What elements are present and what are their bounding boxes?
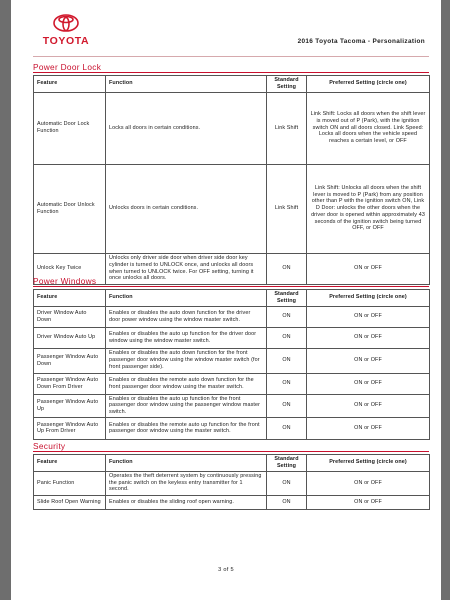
standard-setting-cell: ON [267, 253, 307, 284]
function-cell: Enables or disables the auto up function for the driver door window using the window master switch. [106, 327, 267, 348]
column-header-preferred: Preferred Setting (circle one) [307, 290, 430, 307]
section-power-door-lock [33, 62, 429, 285]
preferred-setting-cell: ON or OFF [307, 253, 430, 284]
feature-cell: Passenger Window Auto Up From Driver [34, 417, 106, 439]
feature-cell: Passenger Window Auto Up [34, 394, 106, 417]
column-header-function: Function [106, 290, 267, 307]
preferred-setting-cell: ON or OFF [307, 306, 430, 327]
preferred-setting-cell: ON or OFF [307, 327, 430, 348]
section-title: Power Door Lock [33, 62, 429, 73]
table-row [34, 348, 430, 373]
preferred-setting-cell: ON or OFF [307, 471, 430, 495]
preferred-setting-cell: ON or OFF [307, 495, 430, 509]
preferred-setting-cell: ON or OFF [307, 417, 430, 439]
column-header-feature: Feature [34, 455, 106, 472]
brand-wordmark: TOYOTA [42, 35, 90, 47]
feature-cell: Automatic Door Unlock Function [34, 164, 106, 253]
table-row [34, 417, 430, 439]
feature-cell: Passenger Window Auto Down [34, 348, 106, 373]
column-header-feature: Feature [34, 290, 106, 307]
function-cell: Locks all doors in certain conditions. [106, 92, 267, 164]
table-row [34, 495, 430, 509]
section-title: Security [33, 441, 429, 452]
document-page [11, 0, 441, 600]
standard-setting-cell: ON [267, 348, 307, 373]
column-header-function: Function [106, 455, 267, 472]
function-cell: Enables or disables the auto up function for the front passenger door window using the passenger window master switch. [106, 394, 267, 417]
column-header-preferred: Preferred Setting (circle one) [307, 76, 430, 93]
column-header-standard: Standard Setting [267, 290, 307, 307]
feature-cell: Driver Window Auto Up [34, 327, 106, 348]
standard-setting-cell: ON [267, 373, 307, 394]
section-security [33, 441, 429, 510]
standard-setting-cell: ON [267, 306, 307, 327]
function-cell: Unlocks only driver side door when driver side door key cylinder is turned to UNLOCK once, and unlocks all doors when turned to UNLOCK twice. For OFF setting, turning it once unlocks all doors. [106, 253, 267, 284]
preferred-setting-cell: ON or OFF [307, 394, 430, 417]
column-header-standard: Standard Setting [267, 76, 307, 93]
standard-setting-cell: ON [267, 417, 307, 439]
feature-cell: Automatic Door Lock Function [34, 92, 106, 164]
preferred-setting-cell: ON or OFF [307, 373, 430, 394]
column-header-function: Function [106, 76, 267, 93]
table-row [34, 306, 430, 327]
feature-cell: Driver Window Auto Down [34, 306, 106, 327]
function-cell: Enables or disables the auto down function for the front passenger door window using the window master switch (for front passenger side). [106, 348, 267, 373]
standard-setting-cell: ON [267, 327, 307, 348]
document-title: 2016 Toyota Tacoma - Personalization [297, 38, 425, 45]
section-title: Power Windows [33, 276, 429, 287]
standard-setting-cell: Link Shift [267, 92, 307, 164]
toyota-emblem-icon [53, 14, 79, 32]
settings-table [33, 289, 430, 440]
function-cell: Enables or disables the remote auto down function for the front passenger door window using the master switch. [106, 373, 267, 394]
table-row [34, 394, 430, 417]
section-power-windows [33, 276, 429, 440]
settings-table [33, 454, 430, 510]
table-header-row [34, 290, 430, 307]
standard-setting-cell: ON [267, 495, 307, 509]
function-cell: Operates the theft deterrent system by continuously pressing the panic switch on the keyless entry transmitter for 1 second. [106, 471, 267, 495]
feature-cell: Panic Function [34, 471, 106, 495]
table-header-row [34, 455, 430, 472]
standard-setting-cell: ON [267, 394, 307, 417]
preferred-setting-cell: Link Shift: Locks all doors when the shift lever is moved out of P (Park), with the ignition switch ON and all doors closed. Link Speed: Locks all doors when the vehicle speed reaches a certain level, or OFF [307, 92, 430, 164]
page-number: 3 of 5 [218, 567, 234, 573]
header-divider [33, 56, 429, 57]
table-row [34, 327, 430, 348]
column-header-standard: Standard Setting [267, 455, 307, 472]
standard-setting-cell: Link Shift [267, 164, 307, 253]
column-header-feature: Feature [34, 76, 106, 93]
table-row [34, 164, 430, 253]
table-row [34, 92, 430, 164]
function-cell: Unlocks doors in certain conditions. [106, 164, 267, 253]
toyota-logo [40, 14, 92, 52]
feature-cell: Passenger Window Auto Down From Driver [34, 373, 106, 394]
function-cell: Enables or disables the sliding roof open warning. [106, 495, 267, 509]
function-cell: Enables or disables the remote auto up function for the front passenger door window using the master switch. [106, 417, 267, 439]
standard-setting-cell: ON [267, 471, 307, 495]
table-row [34, 373, 430, 394]
function-cell: Enables or disables the auto down function for the driver door power window using the window master switch. [106, 306, 267, 327]
feature-cell: Unlock Key Twice [34, 253, 106, 284]
feature-cell: Slide Roof Open Warning [34, 495, 106, 509]
preferred-setting-cell: ON or OFF [307, 348, 430, 373]
preferred-setting-cell: Link Shift: Unlocks all doors when the shift lever is moved to P (Park) from any position other than P with the ignition switch ON, Link D Door: unlocks the other doors when the driver door is opened within approximately 43 seconds of the ignition switch being turned OFF, or OFF [307, 164, 430, 253]
table-header-row [34, 76, 430, 93]
column-header-preferred: Preferred Setting (circle one) [307, 455, 430, 472]
settings-table [33, 75, 430, 285]
table-row [34, 471, 430, 495]
